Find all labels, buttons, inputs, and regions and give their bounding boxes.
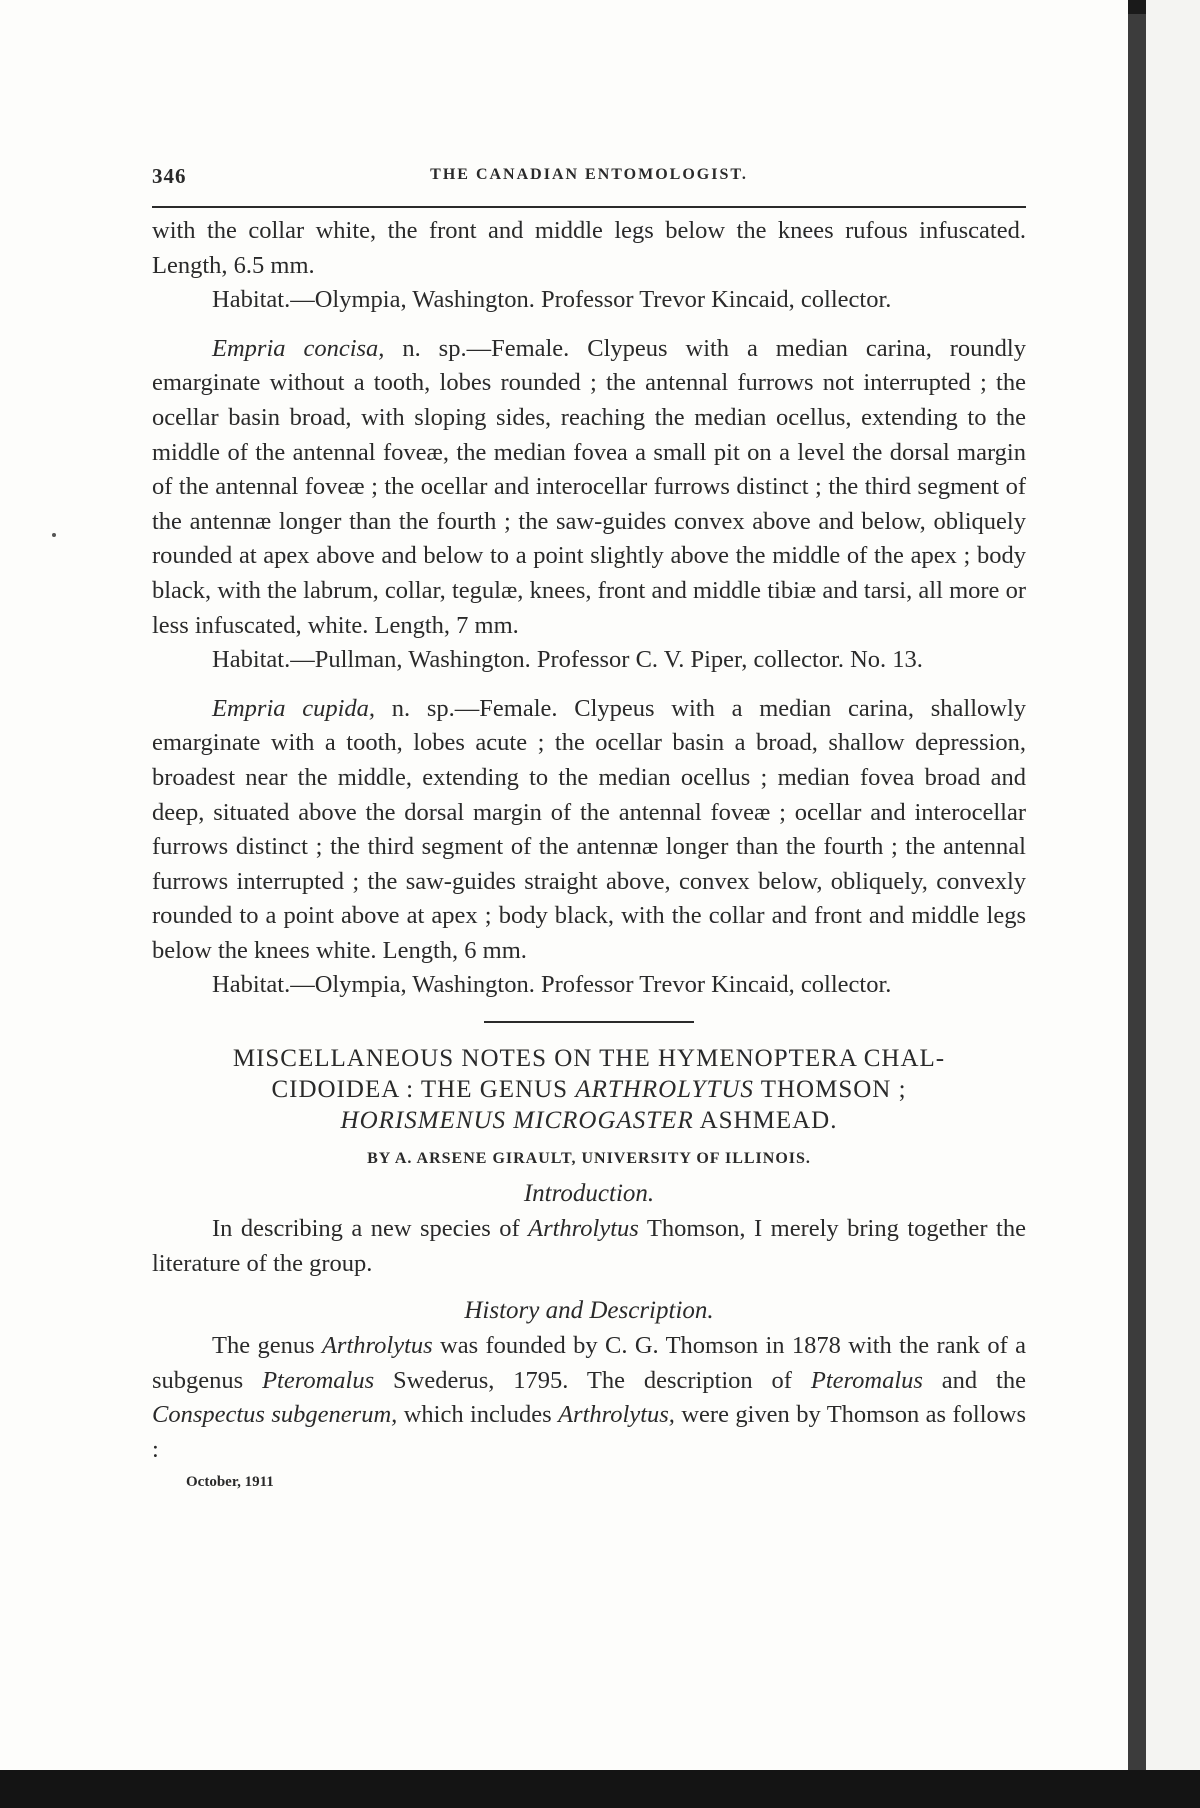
habitat-line: Habitat.—Pullman, Washington. Professor C. V. Piper, collector. No. 13. bbox=[212, 646, 923, 674]
page-edge-shadow bbox=[1128, 14, 1146, 1770]
paragraph-continuation: with the collar white, the front and middle legs below the knees rufous infuscated. Length, 6.5 mm. bbox=[152, 217, 1026, 279]
title-line: MISCELLANEOUS NOTES ON THE HYMENOPTERA CHAL- bbox=[232, 1045, 946, 1073]
page-content bbox=[152, 160, 1026, 1491]
section-heading: Introduction. bbox=[523, 1180, 655, 1208]
article-title bbox=[152, 1043, 1026, 1136]
scan-speck bbox=[52, 533, 56, 537]
species-description-concisa bbox=[152, 332, 1026, 643]
history-paragraph: The genus Arthrolytus was founded by C. G. Thomson in 1878 with the rank of a subgenus Pteromalus Swederus, 1795. The description of Pteromalus and the Conspectus subgenerum, which includes Arthrolytus, were given by Thomson as follows : bbox=[152, 1332, 1026, 1464]
journal-title: THE CANADIAN ENTOMOLOGIST. bbox=[430, 166, 748, 183]
habitat-line: Habitat.—Olympia, Washington. Professor Trevor Kincaid, collector. bbox=[212, 971, 892, 999]
habitat-line: Habitat.—Olympia, Washington. Professor Trevor Kincaid, collector. bbox=[212, 286, 892, 314]
facing-page-margin bbox=[1146, 0, 1200, 1770]
header-rule bbox=[152, 206, 1026, 208]
species-name: Empria concisa, bbox=[212, 334, 385, 362]
description-text: n. sp.—Female. Clypeus with a median carina, shallowly emarginate with a tooth, lobes acute ; the ocellar basin a broad, shallow depression, broadest near the middle, extending to the median ocellus ; median fovea broad and deep, situated above the dorsal margin of the antennal foveæ ; ocellar and interocellar furrows distinct ; the third segment of the antennæ longer than the fourth ; the antennal furrows interrupted ; the saw-guides straight above, convex below, obliquely, convexly rounded to a point above at apex ; body black, with the collar and front and middle legs below the knees white. Length, 6 mm. bbox=[152, 694, 1027, 964]
description-text: n. sp.—Female. Clypeus with a median carina, roundly emarginate without a tooth, lobes rounded ; the antennal furrows not interrupted ; the ocellar basin broad, with sloping sides, reaching the median ocellus, extending to the middle of the antennal foveæ, the median fovea a small pit on a level the dorsal margin of the antennal foveæ ; the ocellar and interocellar furrows distinct ; the third segment of the antennæ longer than the fourth ; the saw-guides convex above and below, obliquely rounded at apex above and below to a point slightly above the middle of the apex ; body black, with the labrum, collar, tegulæ, knees, front and middle tibiæ and tarsi, all more or less infuscated, white. Length, 7 mm. bbox=[152, 334, 1026, 639]
article-byline: BY A. ARSENE GIRAULT, UNIVERSITY OF ILLINOIS. bbox=[367, 1150, 811, 1168]
section-heading: History and Description. bbox=[464, 1297, 714, 1325]
species-description-cupida bbox=[152, 692, 1026, 969]
running-header bbox=[152, 160, 1026, 196]
page-number: 346 bbox=[152, 164, 187, 188]
section-divider bbox=[484, 1021, 694, 1023]
title-line: CIDOIDEA : THE GENUS ARTHROLYTUS THOMSON ; bbox=[271, 1076, 907, 1104]
title-line: HORISMENUS MICROGASTER ASHMEAD. bbox=[340, 1107, 838, 1135]
issue-date: October, 1911 bbox=[186, 1473, 274, 1490]
intro-paragraph: In describing a new species of Arthrolytus Thomson, I merely bring together the literature of the group. bbox=[152, 1215, 1026, 1277]
species-name: Empria cupida, bbox=[212, 694, 376, 722]
scan-bottom-border bbox=[0, 1770, 1200, 1808]
